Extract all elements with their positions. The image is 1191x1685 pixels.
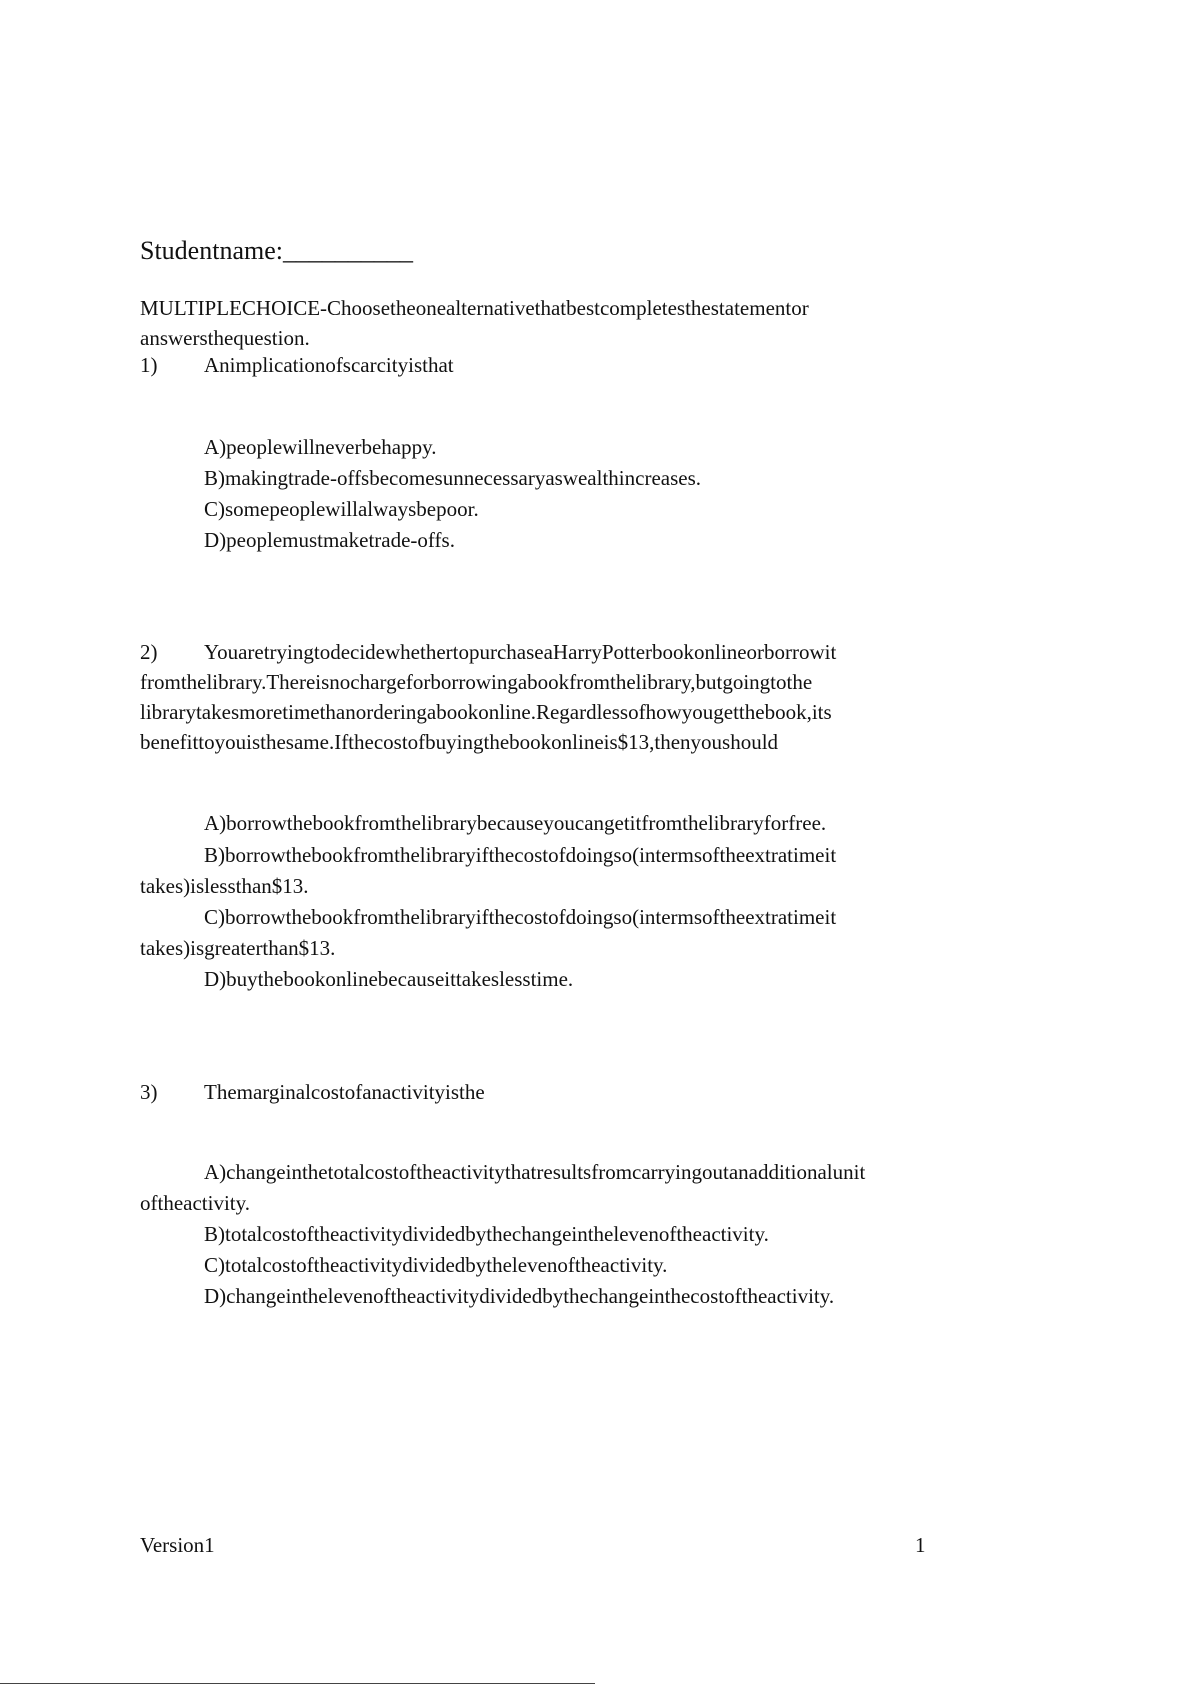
question-number: 2) [140,640,158,664]
question-2 [140,637,940,757]
question-2-option-c: C)borrowthebookfromthelibraryifthecostofdoingso(intermsoftheextratimeit takes)isgreaterthan$13. [140,905,837,960]
question-3-option-d: D)changeinthelevenoftheactivitydividedbythechangeinthecostoftheactivity. [204,1284,835,1308]
question-3-option-a: A)changeinthetotalcostoftheactivitythatresultsfromcarryingoutanadditionalunit oftheactivity. [140,1160,866,1215]
instructions: MULTIPLECHOICE-Choosetheonealternativethatbestcompletesthestatementor answersthequestion. [140,296,809,350]
question-number: 3) [140,1080,158,1104]
question-3-option-b: B)totalcostoftheactivitydividedbythechangeinthelevenoftheactivity. [204,1222,769,1246]
question-1-option-c: C)somepeoplewillalwaysbepoor. [204,497,479,521]
question-3-option-c: C)totalcostoftheactivitydividedbythelevenoftheactivity. [204,1253,668,1277]
question-text: YouaretryingtodecidewhethertopurchaseaHarryPotterbookonlineorborrowit fromthelibrary.Thereisnochargeforborrowingabookfromthelibrary,butgoingtothe librarytakesmoretimethanorderingabookonline.Regardlessofhowyougetthebook,its benefittoyouisthesame.Ifthecostofbuyingthebookonlineis$13,thenyoushould [140,640,837,754]
footer-page-number: 1 [915,1533,926,1557]
question-text: Themarginalcostofanactivityisthe [204,1080,485,1104]
question-3 [140,1077,940,1107]
question-text: Animplicationofscarcityisthat [204,353,454,377]
question-2-option-b: B)borrowthebookfromthelibraryifthecostofdoingso(intermsoftheextratimeit takes)islessthan$13. [140,843,837,898]
bottom-divider [0,1683,595,1684]
question-1 [140,350,940,380]
question-2-option-d: D)buythebookonlinebecauseittakeslesstime. [204,967,574,991]
question-1-option-a: A)peoplewillneverbehappy. [204,435,437,459]
question-1-option-d: D)peoplemustmaketrade-offs. [204,528,455,552]
question-1-option-b: B)makingtrade-offsbecomesunnecessaryaswealthincreases. [204,466,701,490]
footer-version: Version1 [140,1533,215,1557]
question-2-option-a: A)borrowthebookfromthelibrarybecauseyoucangetitfromthelibraryforfree. [204,811,827,835]
student-name-field: Studentname:__________ [140,236,413,265]
question-number: 1) [140,353,158,377]
